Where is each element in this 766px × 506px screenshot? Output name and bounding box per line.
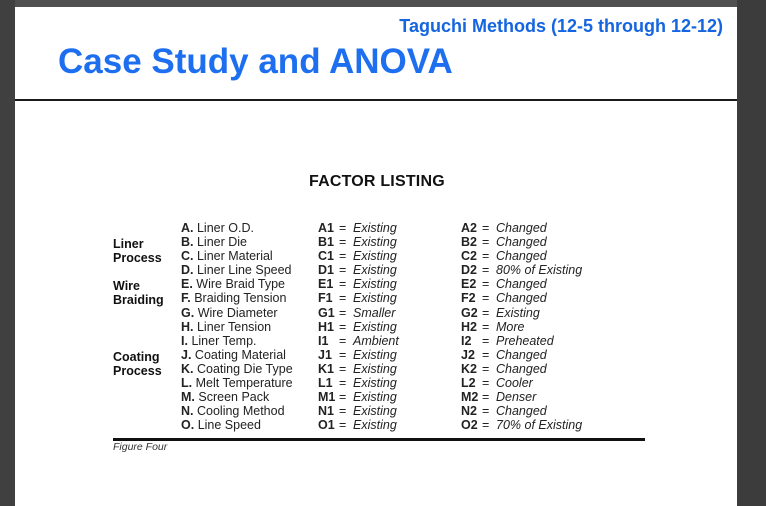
level-two-value: Cooler bbox=[496, 376, 533, 391]
factor-row bbox=[181, 306, 293, 320]
level-two-value: More bbox=[496, 319, 525, 334]
level-one-row bbox=[318, 390, 399, 404]
group-label-coating-process: Coating Process bbox=[113, 350, 162, 379]
level-one-code: K1 bbox=[318, 361, 334, 376]
factor-code: K. bbox=[181, 361, 194, 376]
equals-sign: = bbox=[482, 305, 490, 320]
equals-sign: = bbox=[339, 347, 347, 362]
level-one-row bbox=[318, 320, 399, 334]
level-one-code: E1 bbox=[318, 277, 334, 292]
level-one-code: N1 bbox=[318, 404, 334, 419]
factor-row bbox=[181, 235, 293, 249]
level-two-code: M2 bbox=[461, 390, 479, 405]
equals-sign: = bbox=[482, 376, 490, 391]
level-two-row bbox=[461, 390, 582, 404]
factor-code: J. bbox=[181, 347, 192, 362]
level-one-row bbox=[318, 263, 399, 277]
group-label-liner-process: Liner Process bbox=[113, 237, 162, 266]
factor-name: Liner Line Speed bbox=[196, 263, 292, 278]
factor-name: Coating Material bbox=[194, 347, 286, 362]
level-two-code: A2 bbox=[461, 221, 477, 235]
level-one-code: O1 bbox=[318, 418, 335, 433]
factor-row bbox=[181, 404, 293, 418]
equals-sign: = bbox=[339, 249, 347, 264]
factor-row bbox=[181, 348, 293, 362]
level-one-value: Existing bbox=[353, 221, 397, 235]
level-one-code: M1 bbox=[318, 390, 336, 405]
level-two-row bbox=[461, 249, 582, 263]
factor-name: Wire Diameter bbox=[197, 305, 278, 320]
level-one-code: D1 bbox=[318, 263, 334, 278]
equals-sign: = bbox=[339, 291, 347, 306]
equals-sign: = bbox=[482, 361, 490, 376]
level-one-row bbox=[318, 418, 399, 432]
level-one-row bbox=[318, 291, 399, 305]
equals-sign: = bbox=[339, 418, 347, 433]
equals-sign: = bbox=[482, 291, 490, 306]
level-one-list bbox=[318, 221, 399, 432]
factor-row bbox=[181, 390, 293, 404]
level-one-row bbox=[318, 249, 399, 263]
factor-code: D. bbox=[181, 263, 194, 278]
level-one-code: I1 bbox=[318, 333, 329, 348]
level-one-value: Smaller bbox=[353, 305, 396, 320]
level-one-code: L1 bbox=[318, 376, 333, 391]
level-two-code: J2 bbox=[461, 347, 475, 362]
level-two-row bbox=[461, 291, 582, 305]
factor-list bbox=[181, 221, 293, 432]
group-label-wire-braiding: Wire Braiding bbox=[113, 279, 164, 308]
factor-row bbox=[181, 221, 293, 235]
title-divider bbox=[15, 99, 737, 101]
equals-sign: = bbox=[482, 404, 490, 419]
factor-code: H. bbox=[181, 319, 194, 334]
figure-bottom-rule bbox=[113, 438, 645, 441]
equals-sign: = bbox=[482, 221, 490, 235]
level-one-value: Existing bbox=[353, 319, 397, 334]
factor-row bbox=[181, 334, 293, 348]
factor-name: Liner Temp. bbox=[191, 333, 257, 348]
factor-name: Liner Material bbox=[196, 249, 273, 264]
equals-sign: = bbox=[339, 361, 347, 376]
equals-sign: = bbox=[339, 221, 347, 235]
level-one-code: G1 bbox=[318, 305, 335, 320]
level-two-row bbox=[461, 277, 582, 291]
level-two-row bbox=[461, 418, 582, 432]
level-one-value: Existing bbox=[353, 404, 397, 419]
factor-code: E. bbox=[181, 277, 193, 292]
level-one-row bbox=[318, 362, 399, 376]
level-two-code: B2 bbox=[461, 235, 477, 250]
level-two-row bbox=[461, 221, 582, 235]
figure-caption: Figure Four bbox=[113, 441, 168, 453]
level-two-code: L2 bbox=[461, 376, 476, 391]
level-two-code: E2 bbox=[461, 277, 477, 292]
slide-title: Case Study and ANOVA bbox=[58, 42, 453, 81]
factor-code: A. bbox=[181, 221, 194, 235]
equals-sign: = bbox=[339, 305, 347, 320]
factor-code: L. bbox=[181, 376, 193, 391]
factor-name: Cooling Method bbox=[196, 404, 285, 419]
level-two-value: Changed bbox=[496, 291, 547, 306]
level-one-code: H1 bbox=[318, 319, 334, 334]
level-one-row bbox=[318, 334, 399, 348]
factor-row bbox=[181, 376, 293, 390]
window-right-strip bbox=[737, 0, 766, 506]
equals-sign: = bbox=[339, 263, 347, 278]
level-two-value: Changed bbox=[496, 404, 547, 419]
level-one-value: Existing bbox=[353, 291, 397, 306]
equals-sign: = bbox=[482, 347, 490, 362]
factor-name: Liner O.D. bbox=[196, 221, 254, 235]
factor-code: F. bbox=[181, 291, 191, 306]
equals-sign: = bbox=[339, 319, 347, 334]
equals-sign: = bbox=[339, 404, 347, 419]
factor-row bbox=[181, 277, 293, 291]
level-one-value: Existing bbox=[353, 347, 397, 362]
equals-sign: = bbox=[482, 418, 490, 433]
level-one-row bbox=[318, 348, 399, 362]
level-two-row bbox=[461, 362, 582, 376]
level-two-value: Changed bbox=[496, 361, 547, 376]
factor-name: Line Speed bbox=[197, 418, 261, 433]
level-two-value: 70% of Existing bbox=[496, 418, 583, 433]
factor-row bbox=[181, 291, 293, 305]
level-two-code: O2 bbox=[461, 418, 478, 433]
factor-code: O. bbox=[181, 418, 195, 433]
level-two-row bbox=[461, 306, 582, 320]
factor-name: Melt Temperature bbox=[195, 376, 293, 391]
factor-name: Liner Tension bbox=[196, 319, 272, 334]
level-two-code: I2 bbox=[461, 333, 472, 348]
level-two-value: Changed bbox=[496, 235, 547, 250]
equals-sign: = bbox=[339, 235, 347, 250]
level-one-value: Ambient bbox=[353, 333, 399, 348]
equals-sign: = bbox=[482, 249, 490, 264]
factor-name: Screen Pack bbox=[198, 390, 270, 405]
level-two-list bbox=[461, 221, 582, 432]
equals-sign: = bbox=[339, 333, 347, 348]
factor-row bbox=[181, 362, 293, 376]
equals-sign: = bbox=[339, 277, 347, 292]
factor-code: B. bbox=[181, 235, 194, 250]
level-two-value: Preheated bbox=[496, 333, 554, 348]
level-two-code: G2 bbox=[461, 305, 478, 320]
level-one-row bbox=[318, 235, 399, 249]
level-two-code: F2 bbox=[461, 291, 476, 306]
level-two-row bbox=[461, 404, 582, 418]
equals-sign: = bbox=[482, 235, 490, 250]
level-one-value: Existing bbox=[353, 249, 397, 264]
level-one-code: J1 bbox=[318, 347, 332, 362]
level-one-row bbox=[318, 277, 399, 291]
factor-name: Wire Braid Type bbox=[196, 277, 285, 292]
slide bbox=[15, 7, 737, 506]
factor-row bbox=[181, 263, 293, 277]
level-two-value: Changed bbox=[496, 277, 547, 292]
level-two-value: Changed bbox=[496, 347, 547, 362]
level-one-value: Existing bbox=[353, 277, 397, 292]
factor-code: M. bbox=[181, 390, 195, 405]
level-one-value: Existing bbox=[353, 390, 397, 405]
level-one-value: Existing bbox=[353, 418, 397, 433]
equals-sign: = bbox=[482, 333, 490, 348]
level-two-row bbox=[461, 320, 582, 334]
factor-code: C. bbox=[181, 249, 194, 264]
level-two-code: D2 bbox=[461, 263, 477, 278]
level-one-row bbox=[318, 404, 399, 418]
factor-row bbox=[181, 249, 293, 263]
level-one-code: F1 bbox=[318, 291, 333, 306]
factor-row bbox=[181, 320, 293, 334]
level-two-value: 80% of Existing bbox=[496, 263, 583, 278]
level-one-value: Existing bbox=[353, 376, 397, 391]
level-two-row bbox=[461, 263, 582, 277]
equals-sign: = bbox=[482, 277, 490, 292]
level-two-row bbox=[461, 348, 582, 362]
level-one-row bbox=[318, 306, 399, 320]
level-one-row bbox=[318, 376, 399, 390]
level-one-value: Existing bbox=[353, 361, 397, 376]
level-two-code: C2 bbox=[461, 249, 477, 264]
level-one-code: B1 bbox=[318, 235, 334, 250]
factor-row bbox=[181, 418, 293, 432]
equals-sign: = bbox=[339, 376, 347, 391]
factor-name: Liner Die bbox=[196, 235, 248, 250]
slide-subtitle: Taguchi Methods (12-5 through 12-12) bbox=[399, 16, 723, 36]
level-two-value: Changed bbox=[496, 249, 547, 264]
equals-sign: = bbox=[339, 390, 347, 405]
equals-sign: = bbox=[482, 263, 490, 278]
equals-sign: = bbox=[482, 390, 490, 405]
factor-name: Braiding Tension bbox=[194, 291, 287, 306]
level-one-value: Existing bbox=[353, 263, 397, 278]
level-one-value: Existing bbox=[353, 235, 397, 250]
factor-code: G. bbox=[181, 305, 195, 320]
level-two-row bbox=[461, 334, 582, 348]
level-two-value: Changed bbox=[496, 221, 547, 235]
level-two-code: N2 bbox=[461, 404, 477, 419]
equals-sign: = bbox=[482, 319, 490, 334]
factor-code: N. bbox=[181, 404, 194, 419]
level-two-value: Denser bbox=[496, 390, 537, 405]
level-two-row bbox=[461, 376, 582, 390]
factor-name: Coating Die Type bbox=[196, 361, 293, 376]
level-one-code: C1 bbox=[318, 249, 334, 264]
level-two-code: K2 bbox=[461, 361, 477, 376]
level-two-code: H2 bbox=[461, 319, 477, 334]
level-one-row bbox=[318, 221, 399, 235]
level-one-code: A1 bbox=[318, 221, 334, 235]
level-two-row bbox=[461, 235, 582, 249]
figure-title: FACTOR LISTING bbox=[309, 173, 445, 190]
level-two-value: Existing bbox=[496, 305, 540, 320]
window-top-bar bbox=[15, 0, 737, 7]
factor-code: I. bbox=[181, 333, 188, 348]
